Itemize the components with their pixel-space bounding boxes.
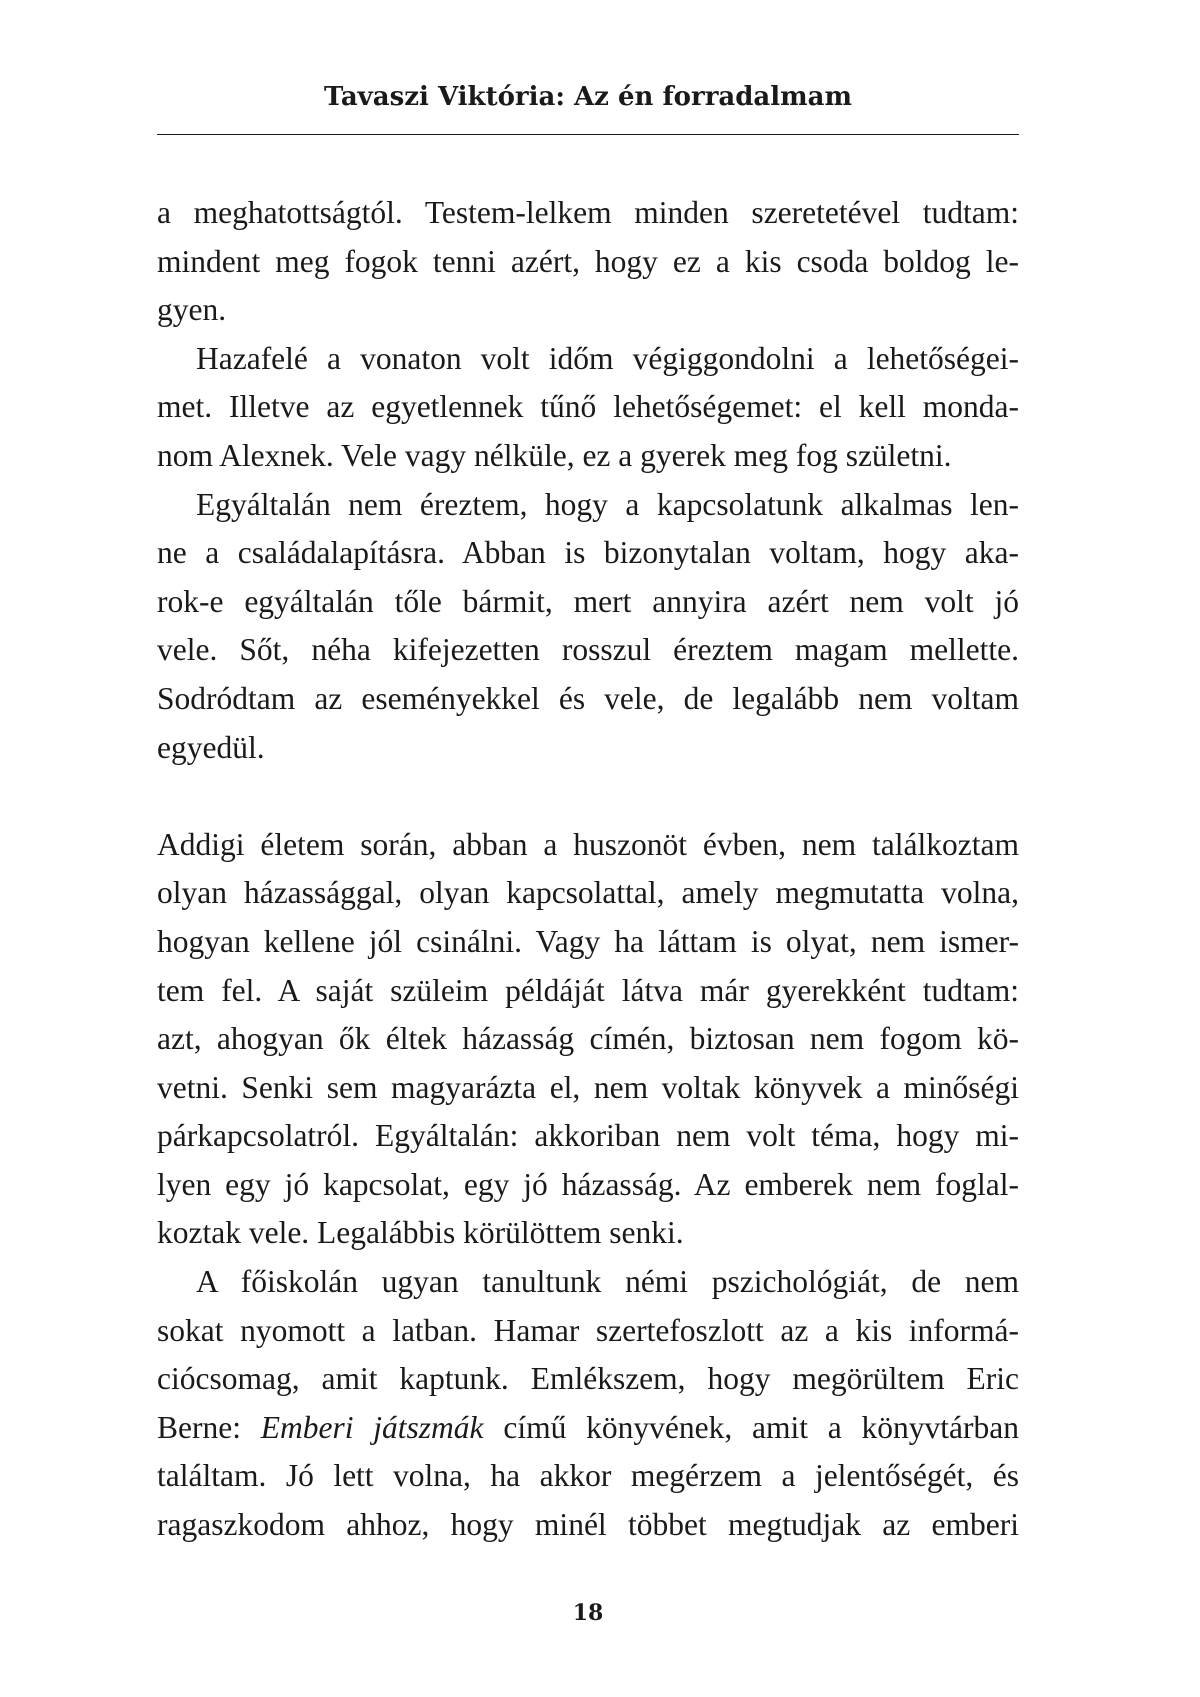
- text-line: Hazafelé a vonaton volt időm végiggondolni a lehetőségei-: [196, 340, 1019, 376]
- section-break: [157, 772, 1019, 821]
- paragraph: [157, 189, 1019, 335]
- body-text: [157, 189, 1019, 1550]
- text-line: vele. Sőt, néha kifejezetten rosszul éreztem magam mellette.: [157, 632, 1019, 668]
- text-line: mindent meg fogok tenni azért, hogy ez a kis csoda boldog le-: [157, 243, 1019, 279]
- paragraph: [157, 821, 1019, 1258]
- running-title: Tavaszi Viktória: Az én forradalmam: [323, 82, 853, 112]
- text-line: ne a családalapításra. Abban is bizonytalan voltam, hogy aka-: [157, 535, 1019, 571]
- text-line: Sodródtam az eseményekkel és vele, de legalább nem voltam: [157, 680, 1019, 716]
- text-line: ragaszkodom ahhoz, hogy minél többet megtudjak az emberi: [157, 1507, 1019, 1543]
- text-line: koztak vele. Legalábbis körülöttem senki.: [157, 1215, 684, 1251]
- header-rule: [157, 134, 1019, 135]
- text-line: egyedül.: [157, 729, 265, 765]
- text-line: rok-e egyáltalán tőle bármit, mert annyira azért nem volt jó: [157, 583, 1019, 619]
- text-line: nom Alexnek. Vele vagy nélküle, ez a gyerek meg fog születni.: [157, 437, 952, 473]
- page-number: 18: [572, 1600, 604, 1626]
- book-title: Emberi játszmák: [260, 1409, 484, 1445]
- text-line: Addigi életem során, abban a huszonöt évben, nem találkoztam: [157, 826, 1019, 862]
- text-line: met. Illetve az egyetlennek tűnő lehetőségemet: el kell monda-: [157, 389, 1019, 425]
- paragraph: [157, 335, 1019, 481]
- text-line: gyen.: [157, 292, 227, 328]
- text-line: olyan házassággal, olyan kapcsolattal, amely megmutatta volna,: [157, 875, 1019, 911]
- text-line: találtam. Jó lett volna, ha akkor megérzem a jelentőségét, és: [157, 1458, 1019, 1494]
- text-line: vetni. Senki sem magyarázta el, nem voltak könyvek a minőségi: [157, 1069, 1019, 1105]
- text-line: hogyan kellene jól csinálni. Vagy ha láttam is olyat, nem ismer-: [157, 923, 1019, 959]
- text-line: azt, ahogyan ők éltek házasság címén, biztosan nem fogom kö-: [157, 1021, 1019, 1057]
- text-line: A főiskolán ugyan tanultunk némi pszichológiát, de nem: [196, 1264, 1019, 1300]
- paragraph: [157, 1258, 1019, 1550]
- paragraph: [157, 481, 1019, 773]
- text-line: [157, 1404, 1019, 1453]
- text-line: Egyáltalán nem éreztem, hogy a kapcsolatunk alkalmas len-: [196, 486, 1019, 522]
- text-line: párkapcsolatról. Egyáltalán: akkoriban nem volt téma, hogy mi-: [157, 1118, 1019, 1154]
- text-line: ciócsomag, amit kaptunk. Emlékszem, hogy megörültem Eric: [157, 1361, 1019, 1397]
- text-run: Berne:: [157, 1409, 261, 1445]
- text-line: a meghatottságtól. Testem-lelkem minden szeretetével tudtam:: [157, 195, 1019, 230]
- text-run: című könyvének, amit a könyvtárban: [483, 1409, 1020, 1445]
- text-line: sokat nyomott a latban. Hamar szertefoszlott az a kis informá-: [157, 1312, 1019, 1348]
- text-line: lyen egy jó kapcsolat, egy jó házasság. Az emberek nem foglal-: [157, 1166, 1019, 1202]
- text-line: tem fel. A saját szüleim példáját látva már gyerekként tudtam:: [157, 972, 1019, 1008]
